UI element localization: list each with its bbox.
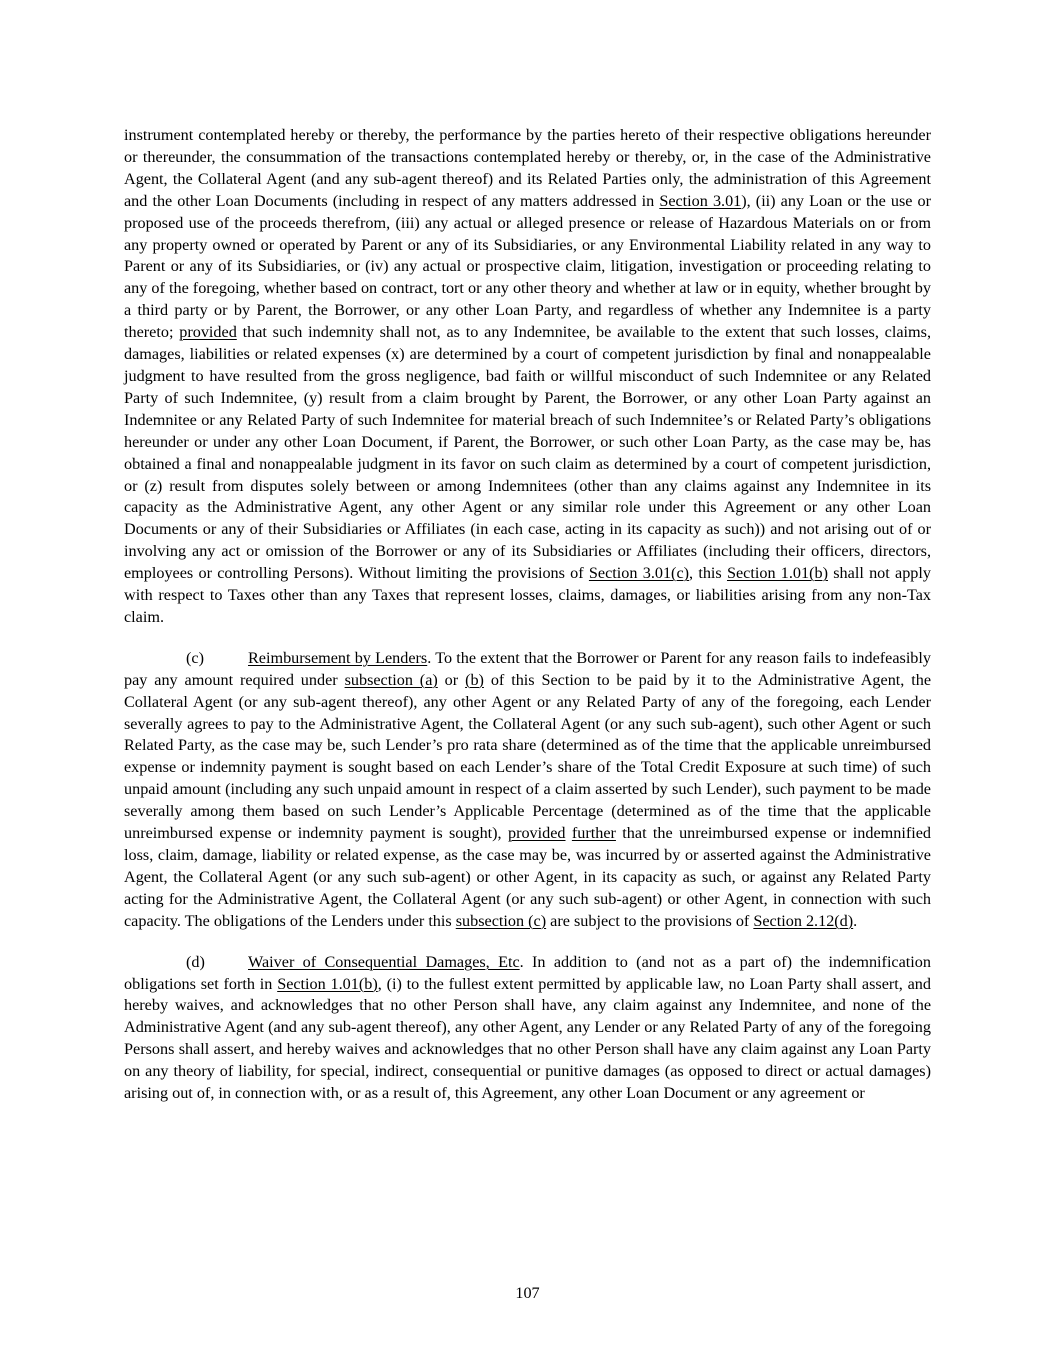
page-number: 107	[515, 1284, 540, 1302]
text-run: .	[853, 911, 858, 930]
defined-term-provided: provided	[507, 824, 566, 843]
text-run: ), (ii) any Loan or the use or proposed use of the proceeds therefrom, (iii) any actual or alleged presence or release of Hazardous Materials on or from any property owned or operated by Parent or any of its Subsidiaries, or any Environmental Liability related in any way to Parent or any of its Subsidiaries, or (iv) any actual or prospective claim, litigation, investigation or proceeding relating to any of the foregoing, whether based on contract, tort or any other theory and whether at law or in equity, whether brought by a third party or by Parent, the Borrower, or any other Loan Party, and regardless of whether any Indemnitee is a party thereto;	[124, 191, 932, 342]
text-run: , (i) to the fullest extent permitted by applicable law, no Loan Party shall assert, and hereby waives, and acknowledges that no other Person shall have, any claim against any Indemnitee, and none of the Administrative Agent (and any sub-agent thereof), any other Agent, any Lender or any Related Party of any of the foregoing Persons shall assert, and hereby waives and acknowledges that no other Person shall have any claim against any Loan Party on any theory of liability, for special, indirect, consequential or punitive damages (as opposed to direct or actual damages) arising out of, in connection with, or as a result of, this Agreement, any other Loan Document or any agreement or	[124, 974, 931, 1103]
text-run: that the unreimbursed expense or indemnified loss, claim, damage, liability or related expense, as the case may be, was incurred by or asserted against the Administrative Agent, the Collateral Agent (or any such sub-agent) or other Agent, in its capacity as such, or against any Related Party acting for the Administrative Agent, the Collateral Agent (or any such sub-agent) or other Agent, in connection with such capacity. The obligations of the Lenders under this	[124, 824, 932, 930]
text-run: . To the extent that the Borrower or Parent for any reason fails to indefeasibly pay any amount required under	[124, 648, 931, 689]
cross-reference: (b)	[465, 670, 484, 689]
text-run: are subject to the provisions of	[546, 911, 754, 930]
paragraph-b-continued	[124, 125, 931, 629]
cross-reference: Section 3.01	[659, 191, 742, 210]
document-body	[124, 125, 931, 1105]
cross-reference: Section 1.01(b)	[277, 974, 378, 993]
paragraph-c	[124, 648, 931, 933]
paragraph-d	[124, 952, 931, 1105]
cross-reference: subsection (c)	[455, 911, 547, 930]
paragraph-number: (d)	[186, 952, 205, 971]
defined-term-further: further	[571, 824, 616, 843]
defined-term-provided: provided	[179, 323, 237, 342]
section-heading: Waiver of Consequential Damages, Etc	[248, 952, 520, 971]
text-run: of this Section to be paid by it to the Administrative Agent, the Collateral Agent (or any sub-agent thereof), any other Agent or any Related Party of any of the foregoing, each Lender severally agrees to pay to the Administrative Agent, the Collateral Agent (or any such sub-agent), such other Agent or such Related Party, as the case may be, such Lender’s pro rata share (determined as of the time that the applicable unreimbursed expense or indemnity payment is sought based on each Lender’s share of the Total Credit Exposure at such time) of such unpaid amount (including any such unpaid amount in respect of a claim asserted by such Lender), such payment to be made severally among them based on such Lender’s Applicable Percentage (determined as of the time that the applicable unreimbursed expense or indemnity payment is sought),	[124, 670, 932, 843]
cross-reference: subsection (a)	[344, 670, 438, 689]
paragraph-number: (c)	[186, 648, 204, 667]
text-run: shall not apply with respect to Taxes other than any Taxes that represent losses, claims, damages, or liabilities arising from any non-Tax claim.	[124, 564, 931, 626]
cross-reference: Section 1.01(b)	[726, 564, 828, 583]
cross-reference: Section 3.01(c)	[588, 564, 690, 583]
text-run: , this	[689, 564, 727, 583]
text-run: or	[437, 670, 466, 689]
text-run: instrument contemplated hereby or thereby, the performance by the parties hereto of their respective obligations hereunder or thereunder, the consummation of the transactions contemplated hereby or thereby, or, in the case of the Administrative Agent, the Collateral Agent (and any sub-agent thereof) and its Related Parties only, the administration of this Agreement and the other Loan Documents (including in respect of any matters addressed in	[124, 126, 931, 210]
cross-reference: Section 2.12(d)	[753, 911, 854, 930]
text-run: that such indemnity shall not, as to any Indemnitee, be available to the extent that such losses, claims, damages, liabilities or related expenses (x) are determined by a court of competent jurisdiction by final and nonappealable judgment to have resulted from the gross negligence, bad faith or willful misconduct of such Indemnitee or any Related Party of such Indemnitee, (y) result from a claim brought by Parent, the Borrower, or any other Loan Party against an Indemnitee or any Related Party of such Indemnitee for material breach of such Indemnitee’s or Related Party’s obligations hereunder or under any other Loan Document, if Parent, the Borrower, or such other Loan Party, as the case may be, has obtained a final and nonappealable judgment in its favor on such claim as determined by a court of competent jurisdiction, or (z) result from disputes solely between or among Indemnitees (other than any claims against any Indemnitee in its capacity as the Administrative Agent, any other Agent or any similar role under this Agreement or any other Loan Documents or any of their Subsidiaries or Affiliates (in each case, acting in its capacity as such)) and not arising out of or involving any act or omission of the Borrower or any of its Subsidiaries or Affiliates (including their officers, directors, employees or controlling Persons). Without limiting the provisions of	[124, 323, 931, 583]
text-run: . In addition to (and not as a part of) the indemnification obligations set forth in	[124, 952, 931, 993]
section-heading: Reimbursement by Lenders	[248, 648, 428, 667]
